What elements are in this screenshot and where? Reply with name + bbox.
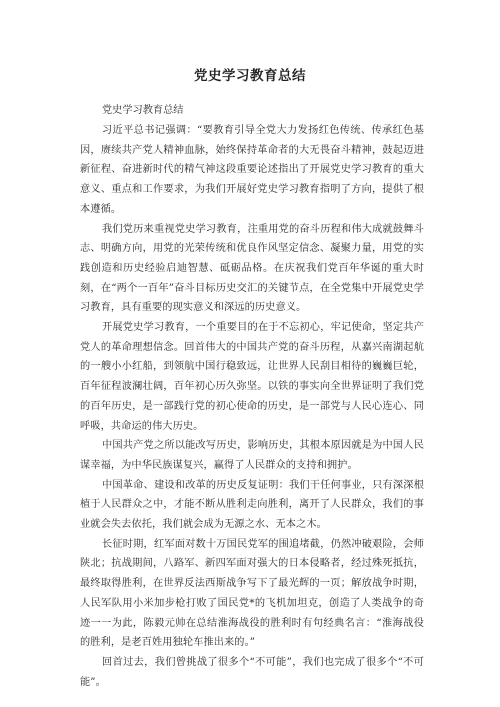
paragraph: 长征时期，红军面对数十万国民党军的围追堵截，仍然冲破艰险，会师陕北；抗战期间，八路军、新四军面对强大的日本侵略者，经过殊死抵抗，最终取得胜利，在世界反法西斯战争写下了最光辉的一页；解放战争时期，人民军队用小米加步枪打败了国民党*的飞机加坦克，创造了人类战争的奇迹一一为此，陈毅元帅在总结淮海战役的胜利时有句经典名言：“淮海战役的胜利，是老百姓用独轮车推出来的。” [80,538,424,649]
paragraph: 开展党史学习教育，一个重要目的在于不忘初心，牢记使命，坚定共产党人的革命理想信念。回首伟大的中国共产党的奋斗历程，从嘉兴南湖起航的一艘小小红船，到领航中国行稳致远，让世界人民刮目相待的巍巍巨轮，百年征程波澜壮阔，百年初心历久弥坚。以铁的事实向全世界证明了我们党的百年历史，是一部践行党的初心使命的历史，是一部党与人民心连心、同呼吸，共命运的伟大历史。 [80,322,424,432]
paragraph: 中国革命、建设和改革的历史反复证明：我们干任何事业，只有深深根植于人民群众之中，才能不断从胜利走向胜利，离开了人民群众，我们的事业就会失去依托，我们就会成为无源之水、无本之木。 [80,479,424,531]
paragraph: 回首过去，我们曾挑战了很多个“不可能”，我们也完成了很多个“不可能”。 [80,656,424,688]
document-title: 党史学习教育总结 [194,68,306,84]
document-subtitle: 党史学习教育总结 [102,105,184,116]
paragraph: 习近平总书记强调：“要教育引导全党大力发扬红色传统、传承红色基因，赓续共产党人精神血脉，始终保持革命者的大无畏奋斗精神，鼓起迈进新征程、奋进新时代的精气神这段重要论述指出了开展党史学习教育的重大意义、重点和工作要求，为我们开展好党史学习教育指明了方向，提供了根本遵循。 [80,125,424,215]
document-body [80,101,424,692]
paragraph: 我们党历来重视党史学习教育，注重用党的奋斗历程和伟大成就鼓舞斗志、明确方向，用党的光荣传统和优良作风坚定信念、凝聚力量，用党的实践创造和历史经验启迪智慧、砥砺品格。在庆祝我们党百年华诞的重大时刻，在“两个一百年”奋斗目标历史交汇的关键节点，在全党集中开展党史学习教育，具有重要的现实意义和深远的历史意义。 [80,223,424,314]
paragraph: 中国共产党之所以能改写历史，影响历史，其根本原因就是为中国人民谋幸福，为中华民族谋复兴，赢得了人民群众的支持和拥护。 [80,440,424,471]
